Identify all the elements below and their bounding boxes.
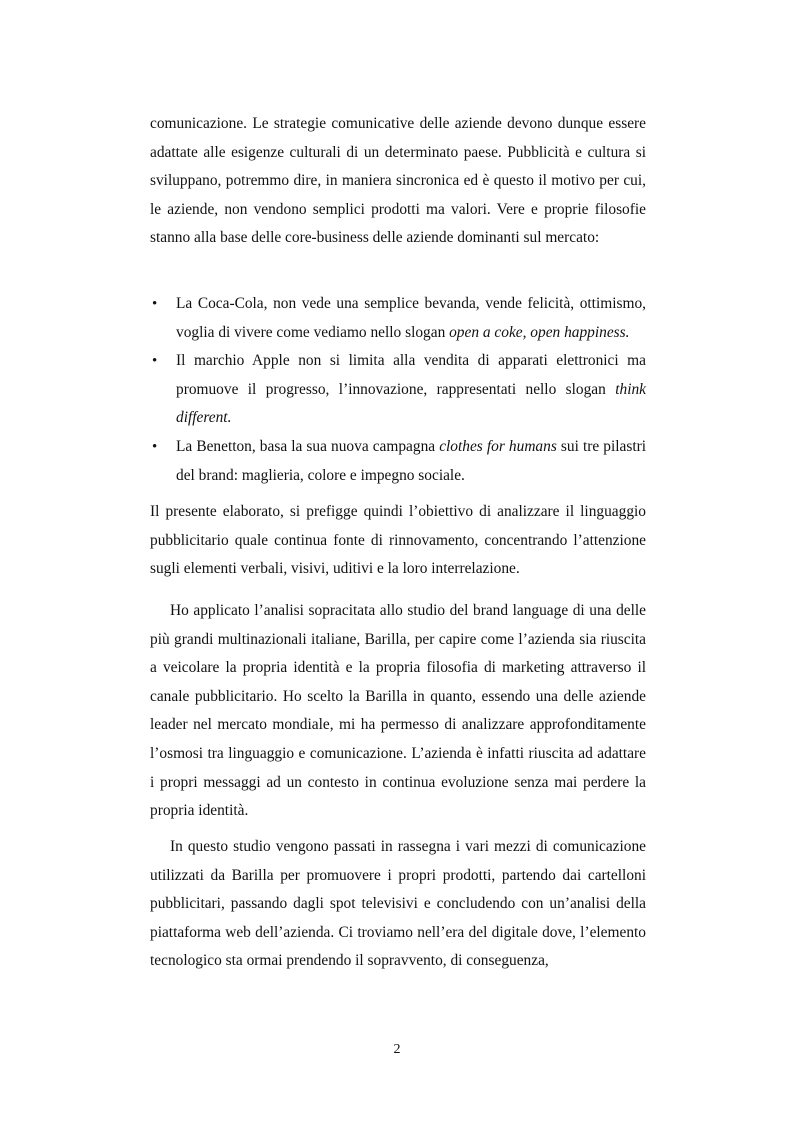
bullet-list bbox=[150, 290, 646, 490]
bullet-icon: • bbox=[152, 438, 158, 455]
bullet-icon: • bbox=[152, 353, 158, 370]
page-number: 2 bbox=[393, 1042, 401, 1057]
bullet-item-coca-cola bbox=[150, 290, 646, 347]
bullet-text: La Benetton, basa la sua nuova campagna bbox=[176, 437, 440, 455]
body-paragraph: Il presente elaborato, si prefigge quindi l’obiettivo di analizzare il linguaggio pubblicitario quale continua fonte di rinnovamento, concentrando l’attenzione sugli elementi verbali, visivi, uditivi e la loro interrelazione. bbox=[150, 503, 646, 578]
bullet-item-benetton bbox=[150, 433, 646, 490]
bullet-item-apple bbox=[150, 347, 646, 433]
bullet-text: La Coca-Cola, non vede una semplice bevanda, vende felicità, ottimismo, voglia di vivere come vediamo nello slogan bbox=[176, 295, 646, 341]
bullet-text: Il marchio Apple non si limita alla vendita di apparati elettronici ma promuove il progresso, l’innovazione, rappresentati nello slogan bbox=[176, 352, 646, 398]
body-paragraph: comunicazione. Le strategie comunicative delle aziende devono dunque essere adattate alle esigenze culturali di un determinato paese. Pubblicità e cultura si sviluppano, potremmo dire, in maniera sincronica ed è questo il motivo per cui, le aziende, non vendono semplici prodotti ma valori. Vere e proprie filosofie stanno alla base delle core-business delle aziende dominanti sul mercato: bbox=[150, 115, 646, 247]
slogan-text: open a coke, open happiness. bbox=[449, 323, 630, 341]
bullet-icon: • bbox=[152, 296, 158, 312]
body-paragraph: Ho applicato l’analisi sopracitata allo studio del brand language di una delle più grandi multinazionali italiane, Barilla, per capire come l’azienda sia riuscita a veicolare la propria identità e la propria filosofia di marketing attraverso il canale pubblicitario. Ho scelto la Barilla in quanto, essendo una delle aziende leader nel mercato mondiale, mi ha permesso di analizzare approfonditamente l’osmosi tra linguaggio e comunicazione. L’azienda è infatti riuscita ad adattare i propri messaggi ad un contesto in continua evoluzione senza mai perdere la propria identità. bbox=[150, 602, 646, 820]
slogan-text: think different. bbox=[176, 380, 646, 427]
bullet-text-after: sui tre pilastri del brand: maglieria, colore e impegno sociale. bbox=[176, 437, 647, 484]
slogan-text: clothes for humans bbox=[439, 437, 557, 455]
body-paragraph: In questo studio vengono passati in rassegna i vari mezzi di comunicazione utilizzati da Barilla per promuovere i propri prodotti, partendo dai cartelloni pubblicitari, passando dagli spot televisivi e concludendo con un’analisi della piattaforma web dell’azienda. Ci troviamo nell’era del digitale dove, l’elemento tecnologico sta ormai prendendo il sopravvento, di conseguenza, bbox=[150, 838, 646, 970]
